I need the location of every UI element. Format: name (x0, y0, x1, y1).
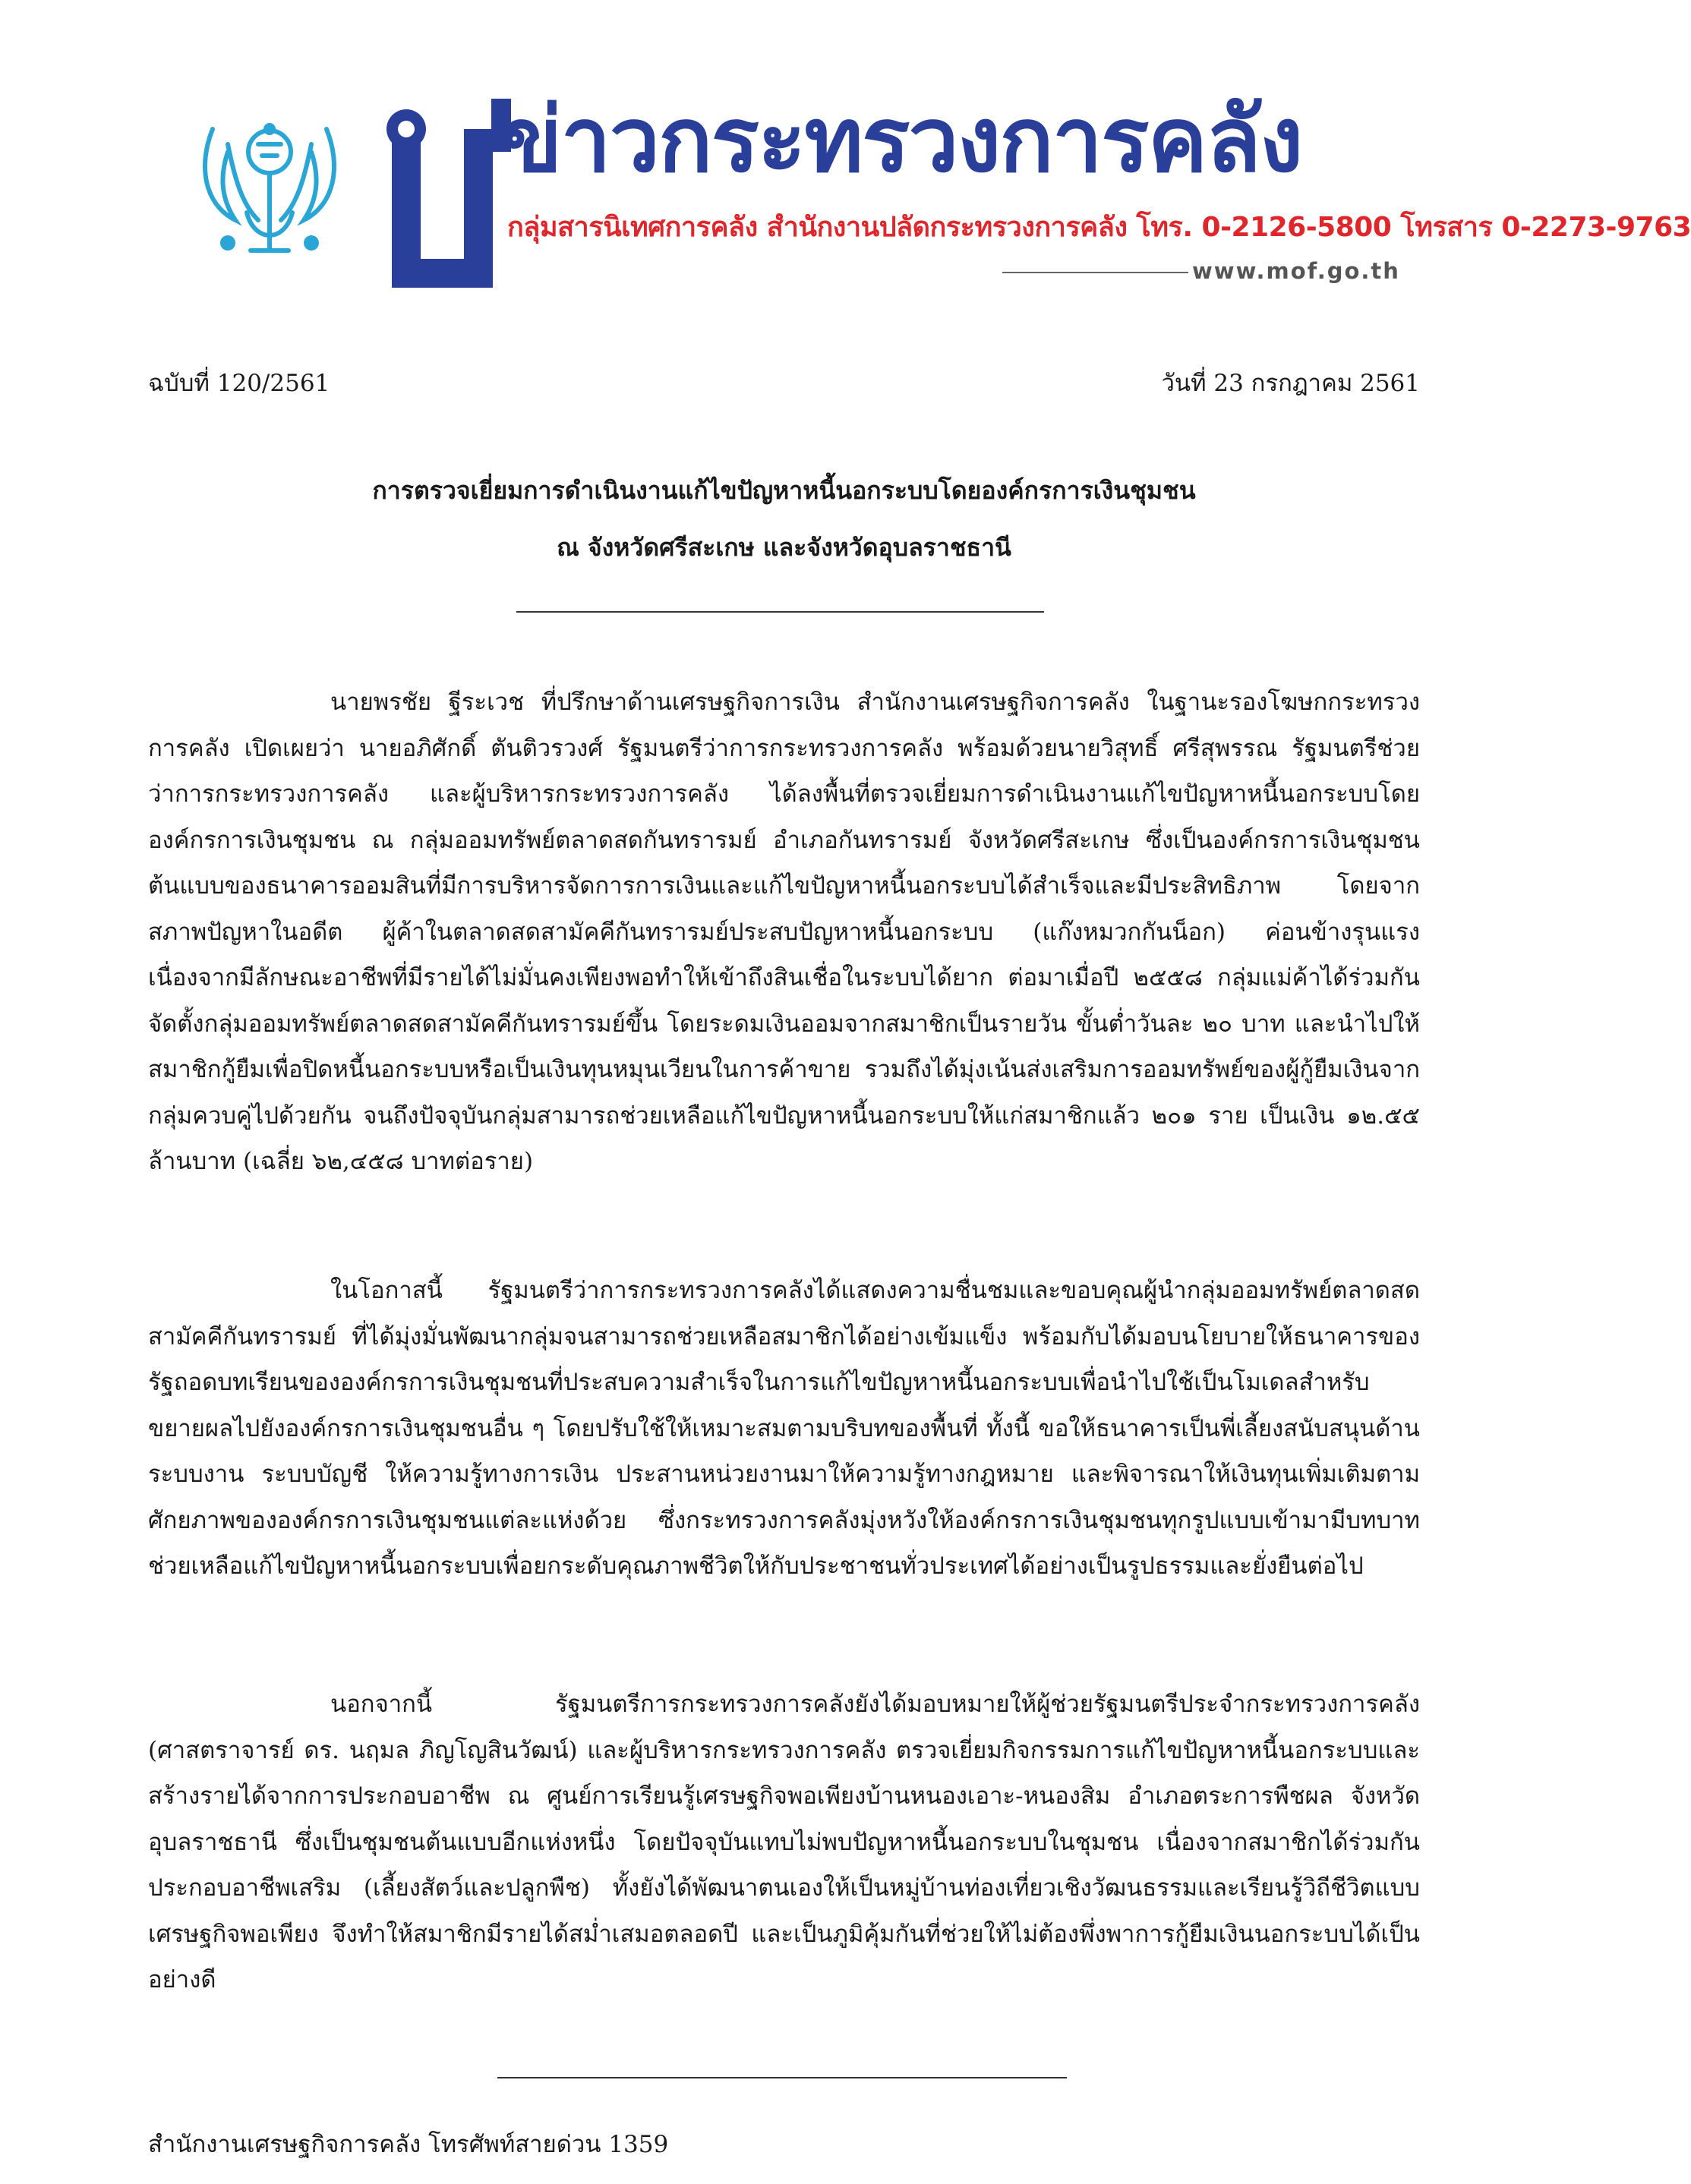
footer-contact: สำนักงานเศรษฐกิจการคลัง โทรศัพท์สายด่วน 1359 (148, 2131, 669, 2158)
masthead-url[interactable]: www.mof.go.th (1192, 258, 1400, 284)
url-divider (1002, 272, 1188, 273)
body-paragraph-2: ในโอกาสนี้ รัฐมนตรีว่าการกระทรวงการคลังได้แสดงความชื่นชมและขอบคุณผู้นำกลุ่มออมทรัพย์ตลาดสดสามัคคีกันทรารมย์ ที่ได้มุ่งมั่นพัฒนากลุ่มจนสามารถช่วยเหลือสมาชิกได้อย่างเข้มแข็ง พร้อมกับได้มอบนโยบายให้ธนาคารของรัฐถอดบทเรียนขององค์กรการเงินชุมชนที่ประสบความสำเร็จในการแก้ไขปัญหาหนี้นอกระบบเพื่อนำไปใช้เป็นโมเดลสำหรับขยายผลไปยังองค์กรการเงินชุมชนอื่น ๆ โดยปรับใช้ให้เหมาะสมตามบริบทของพื้นที่ ทั้งนี้ ขอให้ธนาคารเป็นพี่เลี้ยงสนับสนุนด้านระบบงาน ระบบบัญชี ให้ความรู้ทางการเงิน ประสานหน่วยงานมาให้ความรู้ทางกฎหมาย และพิจารณาให้เงินทุนเพิ่มเติมตามศักยภาพขององค์กรการเงินชุมชนแต่ละแห่งด้วย ซึ่งกระทรวงการคลังมุ่งหวังให้องค์กรการเงินชุมชนทุกรูปแบบเข้ามามีบทบาทช่วยเหลือแก้ไขปัญหาหนี้นอกระบบเพื่อยกระดับคุณภาพชีวิตให้กับประชาชนทั่วประเทศได้อย่างเป็นรูปธรรมและยั่งยืนต่อไป (148, 1277, 1420, 1580)
headline-divider (516, 611, 1044, 613)
body-paragraph-3: นอกจากนี้ รัฐมนตรีการกระทรวงการคลังยังได้มอบหมายให้ผู้ช่วยรัฐมนตรีประจำกระทรวงการคลัง (ศาสตราจารย์ ดร. นฤมล ภิญโญสินวัฒน์) และผู้บริหารกระทรวงการคลัง ตรวจเยี่ยมกิจกรรมการแก้ไขปัญหาหนี้นอกระบบและสร้างรายได้จากการประกอบอาชีพ ณ ศูนย์การเรียนรู้เศรษฐกิจพอเพียงบ้านหนองเอาะ-หนองสิม อำเภอตระการพืชผล จังหวัดอุบลราชธานี ซึ่งเป็นชุมชนต้นแบบอีกแห่งหนึ่ง โดยปัจจุบันแทบไม่พบปัญหาหนี้นอกระบบในชุมชน เนื่องจากสมาชิกได้ร่วมกันประกอบอาชีพเสริม (เลี้ยงสัตว์และปลูกพืช) ทั้งยังได้พัฒนาตนเองให้เป็นหมู่บ้านท่องเที่ยวเชิงวัฒนธรรมและเรียนรู้วิถีชีวิตแบบเศรษฐกิจพอเพียง จึงทำให้สมาชิกมีรายได้สม่ำเสมอตลอดปี และเป็นภูมิคุ้มกันที่ช่วยให้ไม่ต้องพึ่งพาการกู้ยืมเงินนอกระบบได้เป็นอย่างดี (148, 1691, 1420, 1993)
headline-line-1: การตรวจเยี่ยมการดำเนินงานแก้ไขปัญหาหนี้นอกระบบโดยองค์กรการเงินชุมชน (372, 476, 1196, 505)
body-paragraph-1: นายพรชัย ฐีระเวช ที่ปรึกษาด้านเศรษฐกิจการเงิน สำนักงานเศรษฐกิจการคลัง ในฐานะรองโฆษกกระทรวงการคลัง เปิดเผยว่า นายอภิศักดิ์ ตันติวรวงศ์ รัฐมนตรีว่าการกระทรวงการคลัง พร้อมด้วยนายวิสุทธิ์ ศรีสุพรรณ รัฐมนตรีช่วยว่าการกระทรวงการคลัง และผู้บริหารกระทรวงการคลัง ได้ลงพื้นที่ตรวจเยี่ยมการดำเนินงานแก้ไขปัญหาหนี้นอกระบบโดยองค์กรการเงินชุมชน ณ กลุ่มออมทรัพย์ตลาดสดกันทรารมย์ อำเภอกันทรารมย์ จังหวัดศรีสะเกษ ซึ่งเป็นองค์กรการเงินชุมชนต้นแบบของธนาคารออมสินที่มีการบริหารจัดการการเงินและแก้ไขปัญหาหนี้นอกระบบได้สำเร็จและมีประสิทธิภาพ โดยจากสภาพปัญหาในอดีต ผู้ค้าในตลาดสดสามัคคีกันทรารมย์ประสบปัญหาหนี้นอกระบบ (แก๊งหมวกกันน็อก) ค่อนข้างรุนแรง เนื่องจากมีลักษณะอาชีพที่มีรายได้ไม่มั่นคงเพียงพอทำให้เข้าถึงสินเชื่อในระบบได้ยาก ต่อมาเมื่อปี ๒๕๕๘ กลุ่มแม่ค้าได้ร่วมกันจัดตั้งกลุ่มออมทรัพย์ตลาดสดสามัคคีกันทรารมย์ขึ้น โดยระดมเงินออมจากสมาชิกเป็นรายวัน ขั้นต่ำวันละ ๒๐ บาท และนำไปให้สมาชิกกู้ยืมเพื่อปิดหนี้นอกระบบหรือเป็นเงินทุนหมุนเวียนในการค้าขาย รวมถึงได้มุ่งเน้นส่งเสริมการออมทรัพย์ของผู้กู้ยืมเงินจากกลุ่มควบคู่ไปด้วยกัน จนถึงปัจจุบันกลุ่มสามารถช่วยเหลือแก้ไขปัญหาหนี้นอกระบบให้แก่สมาชิกแล้ว ๒๐๑ ราย เป็นเงิน ๑๒.๕๕ ล้านบาท (เฉลี่ย ๖๒,๔๕๘ บาทต่อราย) (148, 689, 1420, 1175)
masthead-title: ข่าวกระทรวงการคลัง (501, 87, 1302, 192)
footer-divider (497, 2077, 1067, 2078)
masthead-subtitle: กลุ่มสารนิเทศการคลัง สำนักงานปลัดกระทรวงการคลัง โทร. 0-2126-5800 โทรสาร 0-2273-9763 (507, 212, 1691, 243)
issue-number: ฉบับที่ 120/2561 (148, 370, 330, 397)
headline-line-2: ณ จังหวัดศรีสะเกษ และจังหวัดอุบลราชธานี (557, 533, 1011, 562)
masthead (0, 0, 1691, 319)
issue-date: วันที่ 23 กรกฎาคม 2561 (1161, 370, 1420, 397)
garuda-emblem-icon (182, 99, 357, 273)
